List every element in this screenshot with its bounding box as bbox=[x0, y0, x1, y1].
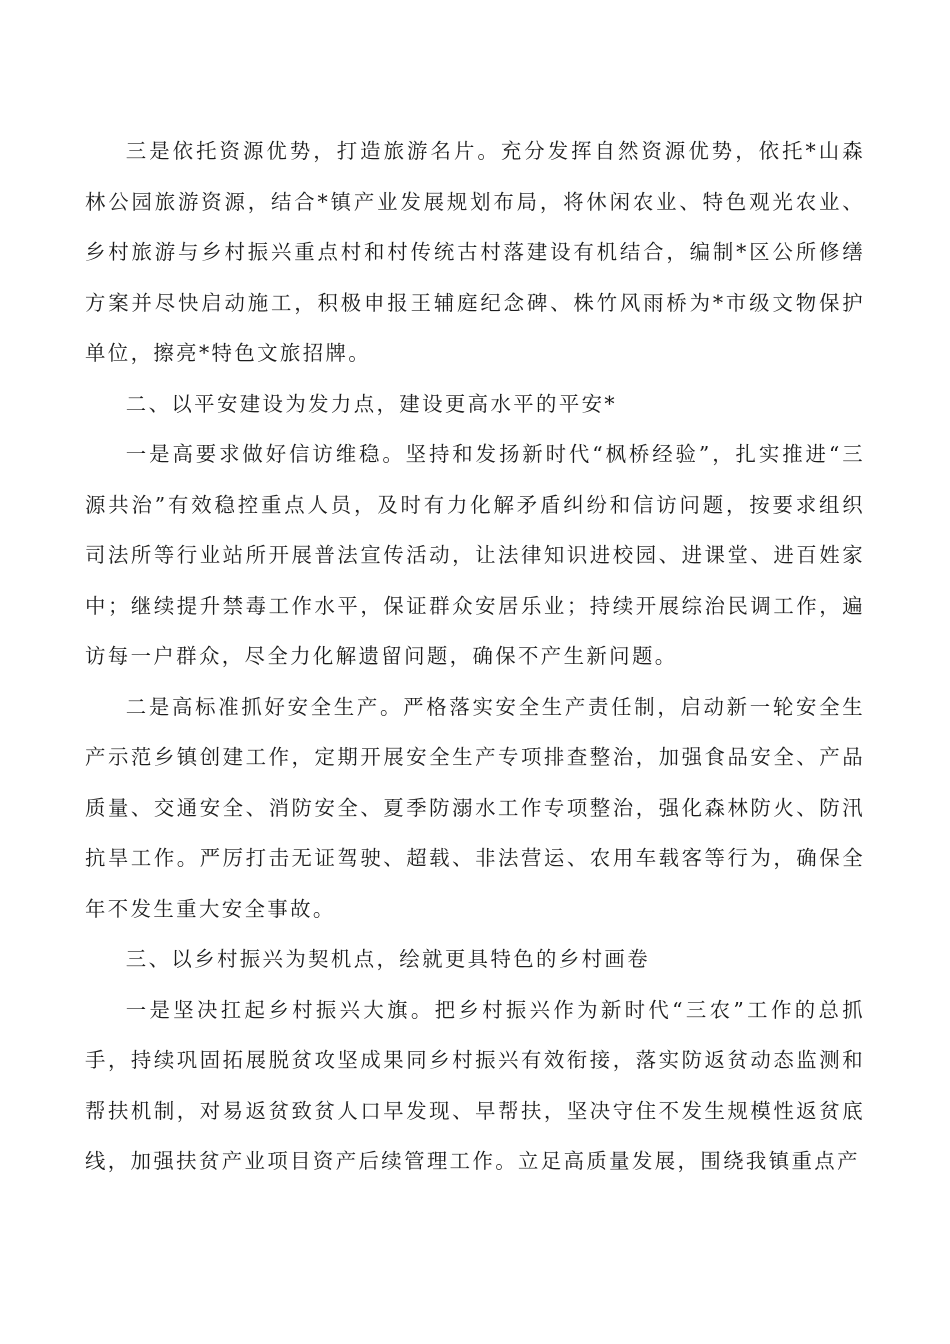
paragraph-petition-stability: 一是高要求做好信访维稳。坚持和发扬新时代“枫桥经验”，扎实推进“三源共治”有效稳控重点人员，及时有力化解矛盾纠纷和信访问题，按要求组织司法所等行业站所开展普法宣传活动，让法律知识进校园、进课堂、进百姓家中；继续提升禁毒工作水平，保证群众安居乐业；持续开展综治民调工作，遍访每一户群众，尽全力化解遗留问题，确保不产生新问题。 bbox=[85, 442, 865, 668]
section-heading-safety: 二、以平安建设为发力点，建设更高水平的平安* bbox=[125, 391, 617, 416]
section-heading-rural-revitalization: 三、以乡村振兴为契机点，绘就更具特色的乡村画卷 bbox=[125, 947, 650, 971]
paragraph-rural-revitalization: 一是坚决扛起乡村振兴大旗。把乡村振兴作为新时代“三农”工作的总抓手，持续巩固拓展脱贫攻坚成果同乡村振兴有效衔接，落实防返贫动态监测和帮扶机制，对易返贫致贫人口早发现、早帮扶，坚决守住不发生规模性返贫底线，加强扶贫产业项目资产后续管理工作。立足高质量发展，围绕我镇重点产 bbox=[85, 997, 865, 1173]
document-body bbox=[85, 126, 865, 1187]
paragraph-tourism: 三是依托资源优势，打造旅游名片。充分发挥自然资源优势，依托*山森林公园旅游资源，结合*镇产业发展规划布局，将休闲农业、特色观光农业、乡村旅游与乡村振兴重点村和村传统古村落建设有机结合，编制*区公所修缮方案并尽快启动施工，积极申报王辅庭纪念碑、株竹风雨桥为*市级文物保护单位，擦亮*特色文旅招牌。 bbox=[85, 139, 865, 365]
paragraph-production-safety: 二是高标准抓好安全生产。严格落实安全生产责任制，启动新一轮安全生产示范乡镇创建工作，定期开展安全生产专项排查整治，加强食品安全、产品质量、交通安全、消防安全、夏季防溺水工作专项整治，强化森林防火、防汛抗旱工作。严厉打击无证驾驶、超载、非法营运、农用车载客等行为，确保全年不发生重大安全事故。 bbox=[85, 694, 865, 921]
